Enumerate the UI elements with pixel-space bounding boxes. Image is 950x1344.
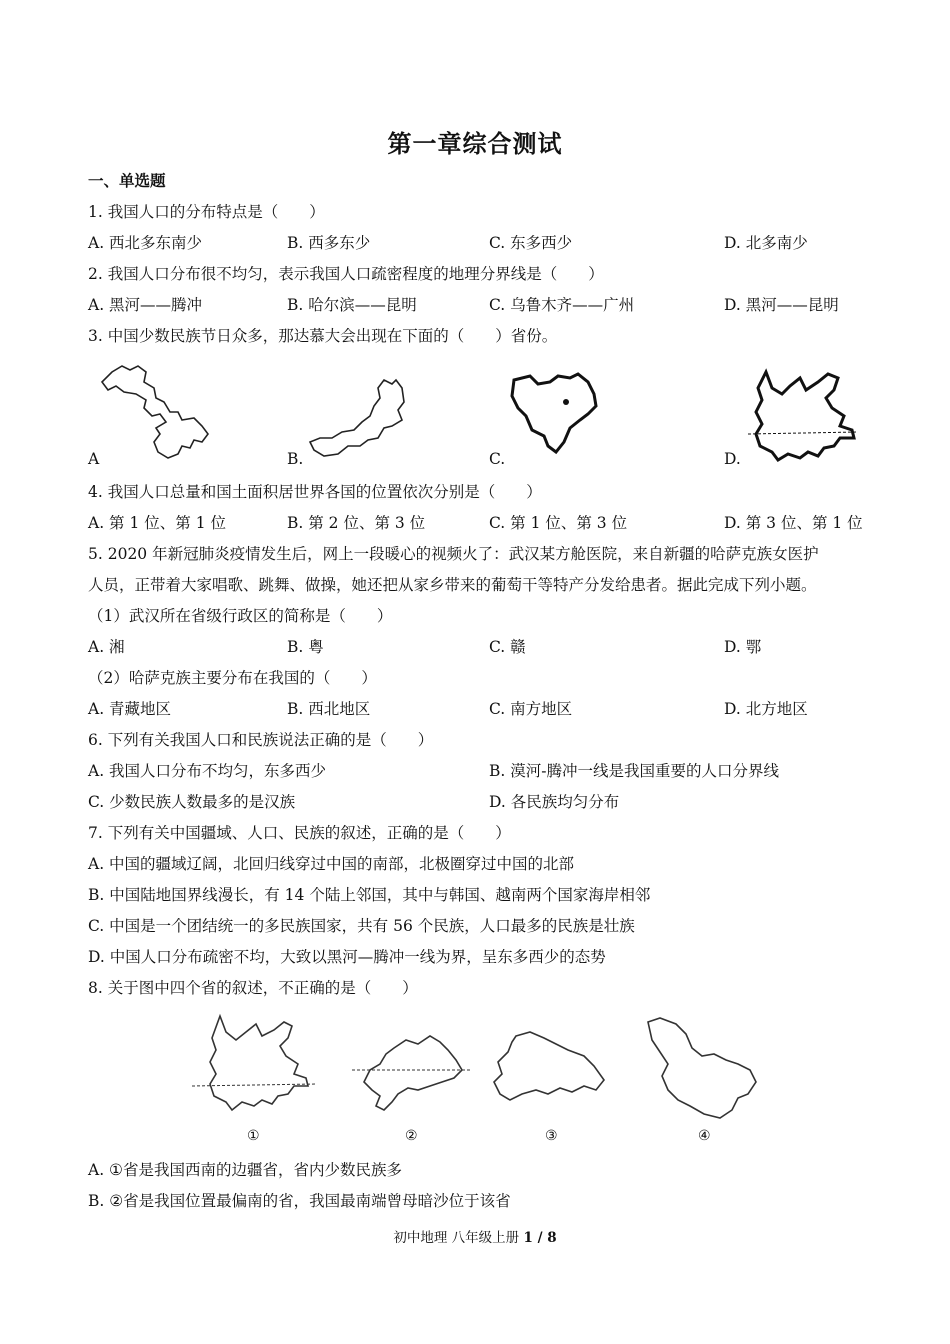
page-footer [0,1226,950,1246]
question-5-stem-line1: 5. 2020 年新冠肺炎疫情发生后，网上一段暖心的视频火了：武汉某方舱医院，来自新疆的哈萨克族女医护 [88,545,819,563]
question-8-stem: 8. 关于图中四个省的叙述，不正确的是（ ） [88,979,418,997]
question-4-stem: 4. 我国人口总量和国土面积居世界各国的位置依次分别是（ ） [88,483,542,501]
q3-option-c-label: C. [489,450,506,468]
q8-map-label-1: ① [247,1128,260,1144]
q6-option-a: A. 我国人口分布不均匀，东多西少 [88,762,327,780]
province-map-sichuan [508,372,600,456]
q5-2-option-c: C. 南方地区 [489,700,573,718]
q4-option-b: B. 第 2 位、第 3 位 [287,514,426,532]
q1-option-a: A. 西北多东南少 [88,234,203,252]
q2-option-d: D. 黑河——昆明 [724,296,839,314]
question-5-1-stem: （1）武汉所在省级行政区的简称是（ ） [88,607,393,625]
q1-option-c: C. 东多西少 [489,234,573,252]
q7-option-d: D. 中国人口分布疏密不均，大致以黑河—腾冲一线为界，呈东多西少的态势 [88,948,606,966]
q6-option-c: C. 少数民族人数最多的是汉族 [88,793,296,811]
q7-option-c: C. 中国是一个团结统一的多民族国家，共有 56 个民族，人口最多的民族是壮族 [88,917,635,935]
question-3-stem: 3. 中国少数民族节日众多，那达慕大会出现在下面的（ ）省份。 [88,327,558,345]
q5-1-option-c: C. 赣 [489,638,526,656]
question-5-2-stem: （2）哈萨克族主要分布在我国的（ ） [88,669,377,687]
q8-option-a: A. ①省是我国西南的边疆省，省内少数民族多 [88,1161,402,1179]
question-1-stem: 1. 我国人口的分布特点是（ ） [88,203,325,221]
question-7-stem: 7. 下列有关中国疆域、人口、民族的叙述，正确的是（ ） [88,824,511,842]
province-map-gansu [98,362,213,460]
q8-map-label-3: ③ [545,1128,558,1144]
q5-1-option-b: B. 粤 [287,638,324,656]
page-title: 第一章综合测试 [387,129,563,158]
q5-2-option-b: B. 西北地区 [287,700,371,718]
footer-text: 初中地理 八年级上册 [393,1230,520,1246]
q8-map-hubei [488,1028,610,1110]
q2-option-b: B. 哈尔滨——昆明 [287,296,417,314]
question-5-stem-line2: 人员，正带着大家唱歌、跳舞、做操，她还把从家乡带来的葡萄干等特产分发给患者。据此完成下列小题。 [88,576,817,594]
province-map-yunnan [748,368,860,462]
q6-option-d: D. 各民族均匀分布 [489,793,620,811]
q2-option-c: C. 乌鲁木齐——广州 [489,296,635,314]
q4-option-c: C. 第 1 位、第 3 位 [489,514,628,532]
q5-1-option-d: D. 鄂 [724,638,762,656]
q2-option-a: A. 黑河——腾冲 [88,296,203,314]
q6-option-b: B. 漠河-腾冲一线是我国重要的人口分界线 [489,762,779,780]
q3-option-b-label: B. [287,450,304,468]
q1-option-b: B. 西多东少 [287,234,371,252]
province-map-inner-mongolia [306,376,410,464]
q8-option-b: B. ②省是我国位置最偏南的省，我国最南端曾母暗沙位于该省 [88,1192,511,1210]
q4-option-d: D. 第 3 位、第 1 位 [724,514,863,532]
q8-map-label-4: ④ [698,1128,711,1144]
q8-map-guangdong [352,1030,474,1114]
q7-option-a: A. 中国的疆域辽阔，北回归线穿过中国的南部，北极圈穿过中国的北部 [88,855,575,873]
q8-map-label-2: ② [405,1128,418,1144]
q8-map-yunnan [190,1012,320,1120]
section-heading: 一、单选题 [88,171,166,190]
q7-option-b: B. 中国陆地国界线漫长，有 14 个陆上邻国，其中与韩国、越南两个国家海岸相邻 [88,886,651,904]
q3-option-a-label: A [88,450,100,468]
question-6-stem: 6. 下列有关我国人口和民族说法正确的是（ ） [88,731,434,749]
q5-1-option-a: A. 湘 [88,638,125,656]
q3-option-d-label: D. [724,450,741,468]
q1-option-d: D. 北多南少 [724,234,808,252]
q4-option-a: A. 第 1 位、第 1 位 [88,514,226,532]
q5-2-option-a: A. 青藏地区 [88,700,172,718]
page-number: 1 / 8 [523,1230,557,1246]
question-2-stem: 2. 我国人口分布很不均匀，表示我国人口疏密程度的地理分界线是（ ） [88,265,604,283]
q8-map-heilongjiang [642,1014,762,1124]
q5-2-option-d: D. 北方地区 [724,700,808,718]
